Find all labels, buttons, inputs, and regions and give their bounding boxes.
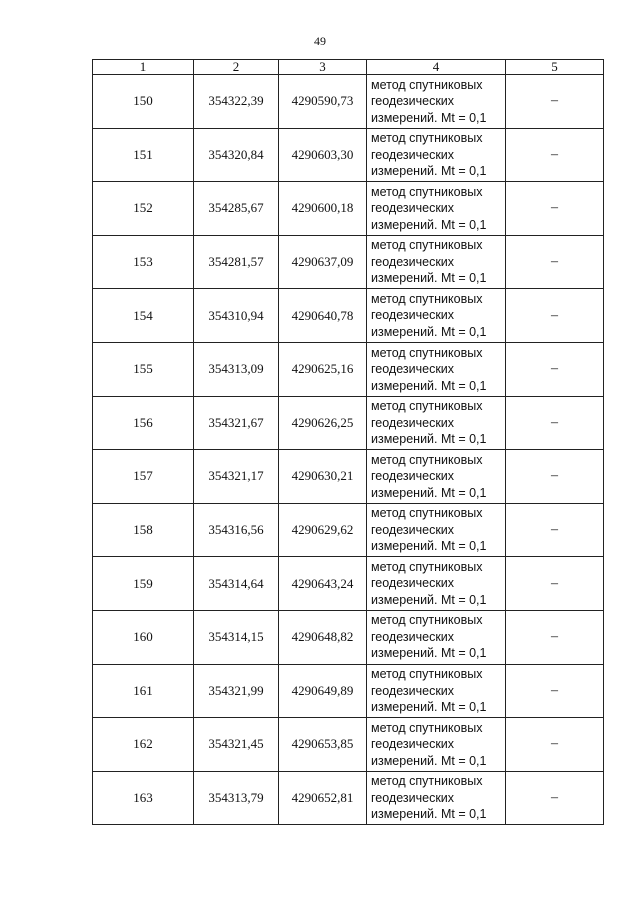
y-coordinate-cell: 4290630,21 xyxy=(279,450,367,504)
method-cell xyxy=(367,182,506,236)
method-line: геодезических xyxy=(371,308,455,323)
table-row xyxy=(93,128,604,182)
method-line: метод спутниковых xyxy=(371,345,483,360)
note-cell: – xyxy=(506,664,604,718)
x-coordinate-cell: 354313,79 xyxy=(194,771,279,825)
table-row xyxy=(93,342,604,396)
header-col-4: 4 xyxy=(367,60,506,75)
note-cell: – xyxy=(506,718,604,772)
method-line: геодезических xyxy=(371,790,455,805)
method-line: измерений. Mt = 0,1 xyxy=(371,753,487,768)
method-line: измерений. Mt = 0,1 xyxy=(371,807,487,822)
note-cell: – xyxy=(506,235,604,289)
y-coordinate-cell: 4290603,30 xyxy=(279,128,367,182)
point-number-cell: 160 xyxy=(93,610,194,664)
point-number-cell: 150 xyxy=(93,75,194,129)
x-coordinate-cell: 354320,84 xyxy=(194,128,279,182)
point-number-cell: 158 xyxy=(93,503,194,557)
point-number-cell: 152 xyxy=(93,182,194,236)
point-number-cell: 154 xyxy=(93,289,194,343)
note-cell: – xyxy=(506,75,604,129)
note-cell: – xyxy=(506,450,604,504)
x-coordinate-cell: 354321,99 xyxy=(194,664,279,718)
method-line: метод спутниковых xyxy=(371,77,483,92)
method-line: геодезических xyxy=(371,629,455,644)
header-col-1: 1 xyxy=(93,60,194,75)
method-line: метод спутниковых xyxy=(371,774,483,789)
method-line: метод спутниковых xyxy=(371,184,483,199)
method-line: геодезических xyxy=(371,576,455,591)
x-coordinate-cell: 354321,17 xyxy=(194,450,279,504)
method-line: метод спутниковых xyxy=(371,452,483,467)
method-line: измерений. Mt = 0,1 xyxy=(371,378,487,393)
note-cell: – xyxy=(506,342,604,396)
note-cell: – xyxy=(506,557,604,611)
method-cell xyxy=(367,75,506,129)
method-line: метод спутниковых xyxy=(371,238,483,253)
method-line: метод спутниковых xyxy=(371,559,483,574)
table-row xyxy=(93,450,604,504)
point-number-cell: 153 xyxy=(93,235,194,289)
page-number: 49 xyxy=(314,34,326,48)
table-row xyxy=(93,396,604,450)
y-coordinate-cell: 4290643,24 xyxy=(279,557,367,611)
method-line: геодезических xyxy=(371,147,455,162)
y-coordinate-cell: 4290640,78 xyxy=(279,289,367,343)
method-cell xyxy=(367,557,506,611)
table-row xyxy=(93,182,604,236)
y-coordinate-cell: 4290590,73 xyxy=(279,75,367,129)
y-coordinate-cell: 4290629,62 xyxy=(279,503,367,557)
method-line: измерений. Mt = 0,1 xyxy=(371,432,487,447)
method-line: измерений. Mt = 0,1 xyxy=(371,539,487,554)
x-coordinate-cell: 354310,94 xyxy=(194,289,279,343)
point-number-cell: 156 xyxy=(93,396,194,450)
method-cell xyxy=(367,718,506,772)
table-row xyxy=(93,610,604,664)
method-line: геодезических xyxy=(371,362,455,377)
y-coordinate-cell: 4290649,89 xyxy=(279,664,367,718)
method-line: метод спутниковых xyxy=(371,667,483,682)
method-line: измерений. Mt = 0,1 xyxy=(371,217,487,232)
method-line: геодезических xyxy=(371,415,455,430)
method-line: измерений. Mt = 0,1 xyxy=(371,485,487,500)
header-row xyxy=(93,60,604,75)
method-cell xyxy=(367,771,506,825)
y-coordinate-cell: 4290600,18 xyxy=(279,182,367,236)
y-coordinate-cell: 4290625,16 xyxy=(279,342,367,396)
method-line: метод спутниковых xyxy=(371,720,483,735)
method-line: измерений. Mt = 0,1 xyxy=(371,324,487,339)
point-number-cell: 155 xyxy=(93,342,194,396)
point-number-cell: 159 xyxy=(93,557,194,611)
x-coordinate-cell: 354285,67 xyxy=(194,182,279,236)
method-line: геодезических xyxy=(371,469,455,484)
method-line: геодезических xyxy=(371,522,455,537)
method-line: метод спутниковых xyxy=(371,291,483,306)
table-row xyxy=(93,289,604,343)
table-row xyxy=(93,718,604,772)
table-row xyxy=(93,771,604,825)
y-coordinate-cell: 4290637,09 xyxy=(279,235,367,289)
x-coordinate-cell: 354314,15 xyxy=(194,610,279,664)
method-line: геодезических xyxy=(371,683,455,698)
x-coordinate-cell: 354281,57 xyxy=(194,235,279,289)
point-number-cell: 162 xyxy=(93,718,194,772)
method-line: измерений. Mt = 0,1 xyxy=(371,271,487,286)
method-line: измерений. Mt = 0,1 xyxy=(371,164,487,179)
y-coordinate-cell: 4290653,85 xyxy=(279,718,367,772)
note-cell: – xyxy=(506,610,604,664)
note-cell: – xyxy=(506,289,604,343)
method-line: измерений. Mt = 0,1 xyxy=(371,592,487,607)
table-row xyxy=(93,235,604,289)
method-line: измерений. Mt = 0,1 xyxy=(371,700,487,715)
method-cell xyxy=(367,342,506,396)
method-cell xyxy=(367,289,506,343)
x-coordinate-cell: 354316,56 xyxy=(194,503,279,557)
method-line: геодезических xyxy=(371,201,455,216)
header-col-5: 5 xyxy=(506,60,604,75)
x-coordinate-cell: 354322,39 xyxy=(194,75,279,129)
method-line: геодезических xyxy=(371,737,455,752)
method-line: измерений. Mt = 0,1 xyxy=(371,110,487,125)
table-row xyxy=(93,75,604,129)
method-cell xyxy=(367,450,506,504)
point-number-cell: 163 xyxy=(93,771,194,825)
method-line: метод спутниковых xyxy=(371,506,483,521)
point-number-cell: 151 xyxy=(93,128,194,182)
method-line: метод спутниковых xyxy=(371,399,483,414)
method-cell xyxy=(367,610,506,664)
table-row xyxy=(93,664,604,718)
note-cell: – xyxy=(506,503,604,557)
method-line: метод спутниковых xyxy=(371,613,483,628)
point-number-cell: 161 xyxy=(93,664,194,718)
method-cell xyxy=(367,664,506,718)
y-coordinate-cell: 4290648,82 xyxy=(279,610,367,664)
method-line: измерений. Mt = 0,1 xyxy=(371,646,487,661)
header-col-3: 3 xyxy=(279,60,367,75)
table-row xyxy=(93,503,604,557)
method-cell xyxy=(367,396,506,450)
x-coordinate-cell: 354314,64 xyxy=(194,557,279,611)
header-col-2: 2 xyxy=(194,60,279,75)
method-cell xyxy=(367,128,506,182)
note-cell: – xyxy=(506,128,604,182)
note-cell: – xyxy=(506,396,604,450)
method-cell xyxy=(367,235,506,289)
coordinates-table xyxy=(92,59,604,825)
method-cell xyxy=(367,503,506,557)
x-coordinate-cell: 354321,45 xyxy=(194,718,279,772)
method-line: метод спутниковых xyxy=(371,131,483,146)
note-cell: – xyxy=(506,182,604,236)
x-coordinate-cell: 354313,09 xyxy=(194,342,279,396)
y-coordinate-cell: 4290652,81 xyxy=(279,771,367,825)
note-cell: – xyxy=(506,771,604,825)
y-coordinate-cell: 4290626,25 xyxy=(279,396,367,450)
table-row xyxy=(93,557,604,611)
point-number-cell: 157 xyxy=(93,450,194,504)
method-line: геодезических xyxy=(371,94,455,109)
method-line: геодезических xyxy=(371,254,455,269)
x-coordinate-cell: 354321,67 xyxy=(194,396,279,450)
